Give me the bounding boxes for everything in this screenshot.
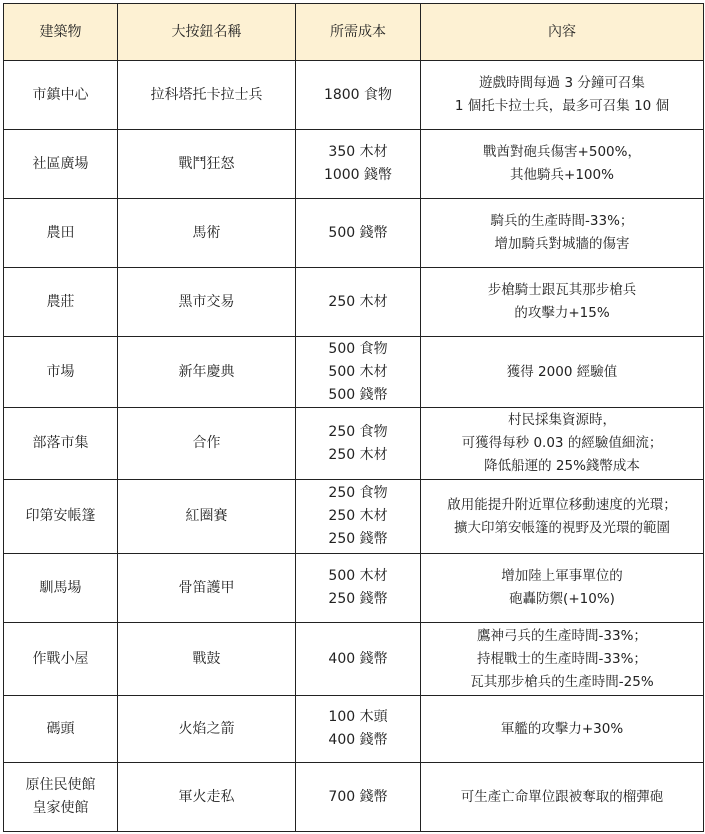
building-cell (4, 763, 118, 832)
content-cell (421, 554, 704, 623)
building-cell-line: 農田 (46, 224, 75, 241)
content-cell-line: 可獲得每秒 0.03 的經驗值細流； (461, 435, 663, 451)
cost-cell (296, 337, 421, 408)
cost-cell-line: 400 錢幣 (328, 732, 388, 748)
content-cell-line: 村民採集資源時， (508, 412, 616, 428)
cost-cell-line: 500 錢幣 (328, 224, 388, 241)
button-name-cell: 軍火走私 (118, 763, 296, 832)
cost-cell (296, 61, 421, 130)
button-name-cell: 拉科塔托卡拉士兵 (118, 61, 296, 130)
cost-cell-line: 250 木材 (328, 508, 388, 524)
cost-cell-line: 1000 錢幣 (323, 167, 393, 183)
cost-cell-line: 250 木材 (328, 293, 388, 310)
header-button-name: 大按鈕名稱 (118, 4, 296, 61)
cost-cell-line: 700 錢幣 (328, 788, 388, 805)
cost-cell (296, 623, 421, 696)
cost-cell-line: 100 木頭 (328, 709, 388, 725)
content-cell-line: 瓦其那步槍兵的生產時間-25% (470, 673, 654, 690)
content-cell-line: 遊戲時間每過 3 分鐘可召集 (479, 75, 645, 91)
building-cell (4, 130, 118, 199)
building-upgrades-table (3, 3, 704, 832)
header-row (4, 4, 704, 61)
content-cell-line: 軍艦的攻擊力+30% (500, 720, 624, 737)
header-content: 內容 (421, 4, 704, 61)
cost-cell-line: 250 木材 (328, 446, 388, 463)
header-cost: 所需成本 (296, 4, 421, 61)
building-cell-line: 原住民使館 (25, 777, 96, 793)
button-name-cell: 戰鼓 (118, 623, 296, 696)
table-row (4, 554, 704, 623)
content-cell (421, 268, 704, 337)
table-row (4, 696, 704, 763)
building-cell-line: 市場 (46, 363, 75, 380)
content-cell-line: 騎兵的生產時間-33%； (490, 213, 634, 229)
content-cell-line: 增加陸上軍事單位的 (501, 568, 623, 584)
cost-cell-line: 500 食物 (328, 340, 388, 357)
cost-cell (296, 199, 421, 268)
building-cell (4, 61, 118, 130)
content-cell-line: 降低船運的 25%錢幣成本 (484, 458, 640, 474)
cost-cell (296, 480, 421, 554)
building-cell (4, 696, 118, 763)
table-row (4, 623, 704, 696)
building-cell (4, 268, 118, 337)
content-cell (421, 130, 704, 199)
table-row (4, 763, 704, 832)
button-name-cell: 合作 (118, 408, 296, 480)
table-row (4, 61, 704, 130)
table-row (4, 199, 704, 268)
building-cell (4, 480, 118, 554)
content-cell-line: 其他騎兵+100% (510, 167, 614, 183)
building-cell (4, 199, 118, 268)
building-cell (4, 337, 118, 408)
table-row (4, 480, 704, 554)
cost-cell (296, 696, 421, 763)
table-row (4, 408, 704, 480)
button-name-cell: 馬術 (118, 199, 296, 268)
building-cell-line: 碼頭 (46, 720, 75, 737)
content-cell (421, 480, 704, 554)
content-cell (421, 763, 704, 832)
table-row (4, 337, 704, 408)
content-cell-line: 可生產亡命單位跟被奪取的榴彈砲 (460, 788, 664, 805)
table-row (4, 268, 704, 337)
button-name-cell: 戰鬥狂怒 (118, 130, 296, 199)
button-name-cell: 黑市交易 (118, 268, 296, 337)
cost-cell-line: 250 食物 (328, 485, 388, 501)
building-cell (4, 408, 118, 480)
content-cell (421, 696, 704, 763)
cost-cell (296, 268, 421, 337)
cost-cell-line: 250 食物 (328, 423, 388, 440)
content-cell-line: 的攻擊力+15% (514, 305, 610, 321)
cost-cell-line: 350 木材 (328, 144, 388, 160)
content-cell-line: 鷹神弓兵的生產時間-33%； (477, 627, 647, 644)
building-cell-line: 馴馬場 (39, 579, 82, 596)
cost-cell-line: 400 錢幣 (328, 650, 388, 667)
building-cell-line: 農莊 (46, 293, 75, 310)
building-cell-line: 社區廣場 (32, 155, 89, 172)
content-cell (421, 199, 704, 268)
content-cell-line: 1 個托卡拉士兵，最多可召集 10 個 (454, 98, 670, 114)
button-name-cell: 火焰之箭 (118, 696, 296, 763)
cost-cell (296, 130, 421, 199)
building-cell-line: 部落市集 (32, 435, 89, 451)
building-cell (4, 623, 118, 696)
cost-cell-line: 250 錢幣 (328, 531, 388, 547)
content-cell-line: 擴大印第安帳篷的視野及光環的範圍 (454, 519, 670, 536)
cost-cell-line: 500 木材 (328, 568, 388, 584)
button-name-cell: 骨笛護甲 (118, 554, 296, 623)
cost-cell-line: 500 木材 (328, 363, 388, 380)
content-cell-line: 步槍騎士跟瓦其那步槍兵 (487, 282, 637, 298)
button-name-cell: 新年慶典 (118, 337, 296, 408)
cost-cell (296, 554, 421, 623)
content-cell-line: 砲轟防禦(+10%) (509, 591, 615, 607)
building-cell (4, 554, 118, 623)
content-cell-line: 啟用能提升附近單位移動速度的光環； (447, 496, 677, 513)
content-cell-line: 增加騎兵對城牆的傷害 (494, 236, 630, 252)
building-cell-line: 作戰小屋 (32, 650, 89, 667)
content-cell-line: 持棍戰士的生產時間-33%； (477, 650, 647, 667)
content-cell (421, 61, 704, 130)
cost-cell (296, 763, 421, 832)
cost-cell-line: 1800 食物 (323, 86, 393, 103)
button-name-cell: 紅圈賽 (118, 480, 296, 554)
content-cell (421, 337, 704, 408)
building-cell-line: 市鎮中心 (32, 86, 89, 103)
cost-cell (296, 408, 421, 480)
cost-cell-line: 500 錢幣 (328, 386, 388, 403)
content-cell (421, 408, 704, 480)
building-cell-line: 印第安帳篷 (25, 508, 96, 524)
table-row (4, 130, 704, 199)
content-cell (421, 623, 704, 696)
content-cell-line: 戰酋對砲兵傷害+500%， (483, 144, 641, 160)
content-cell-line: 獲得 2000 經驗值 (506, 363, 618, 380)
building-cell-line: 皇家使館 (32, 800, 89, 816)
header-building: 建築物 (4, 4, 118, 61)
cost-cell-line: 250 錢幣 (328, 591, 388, 607)
